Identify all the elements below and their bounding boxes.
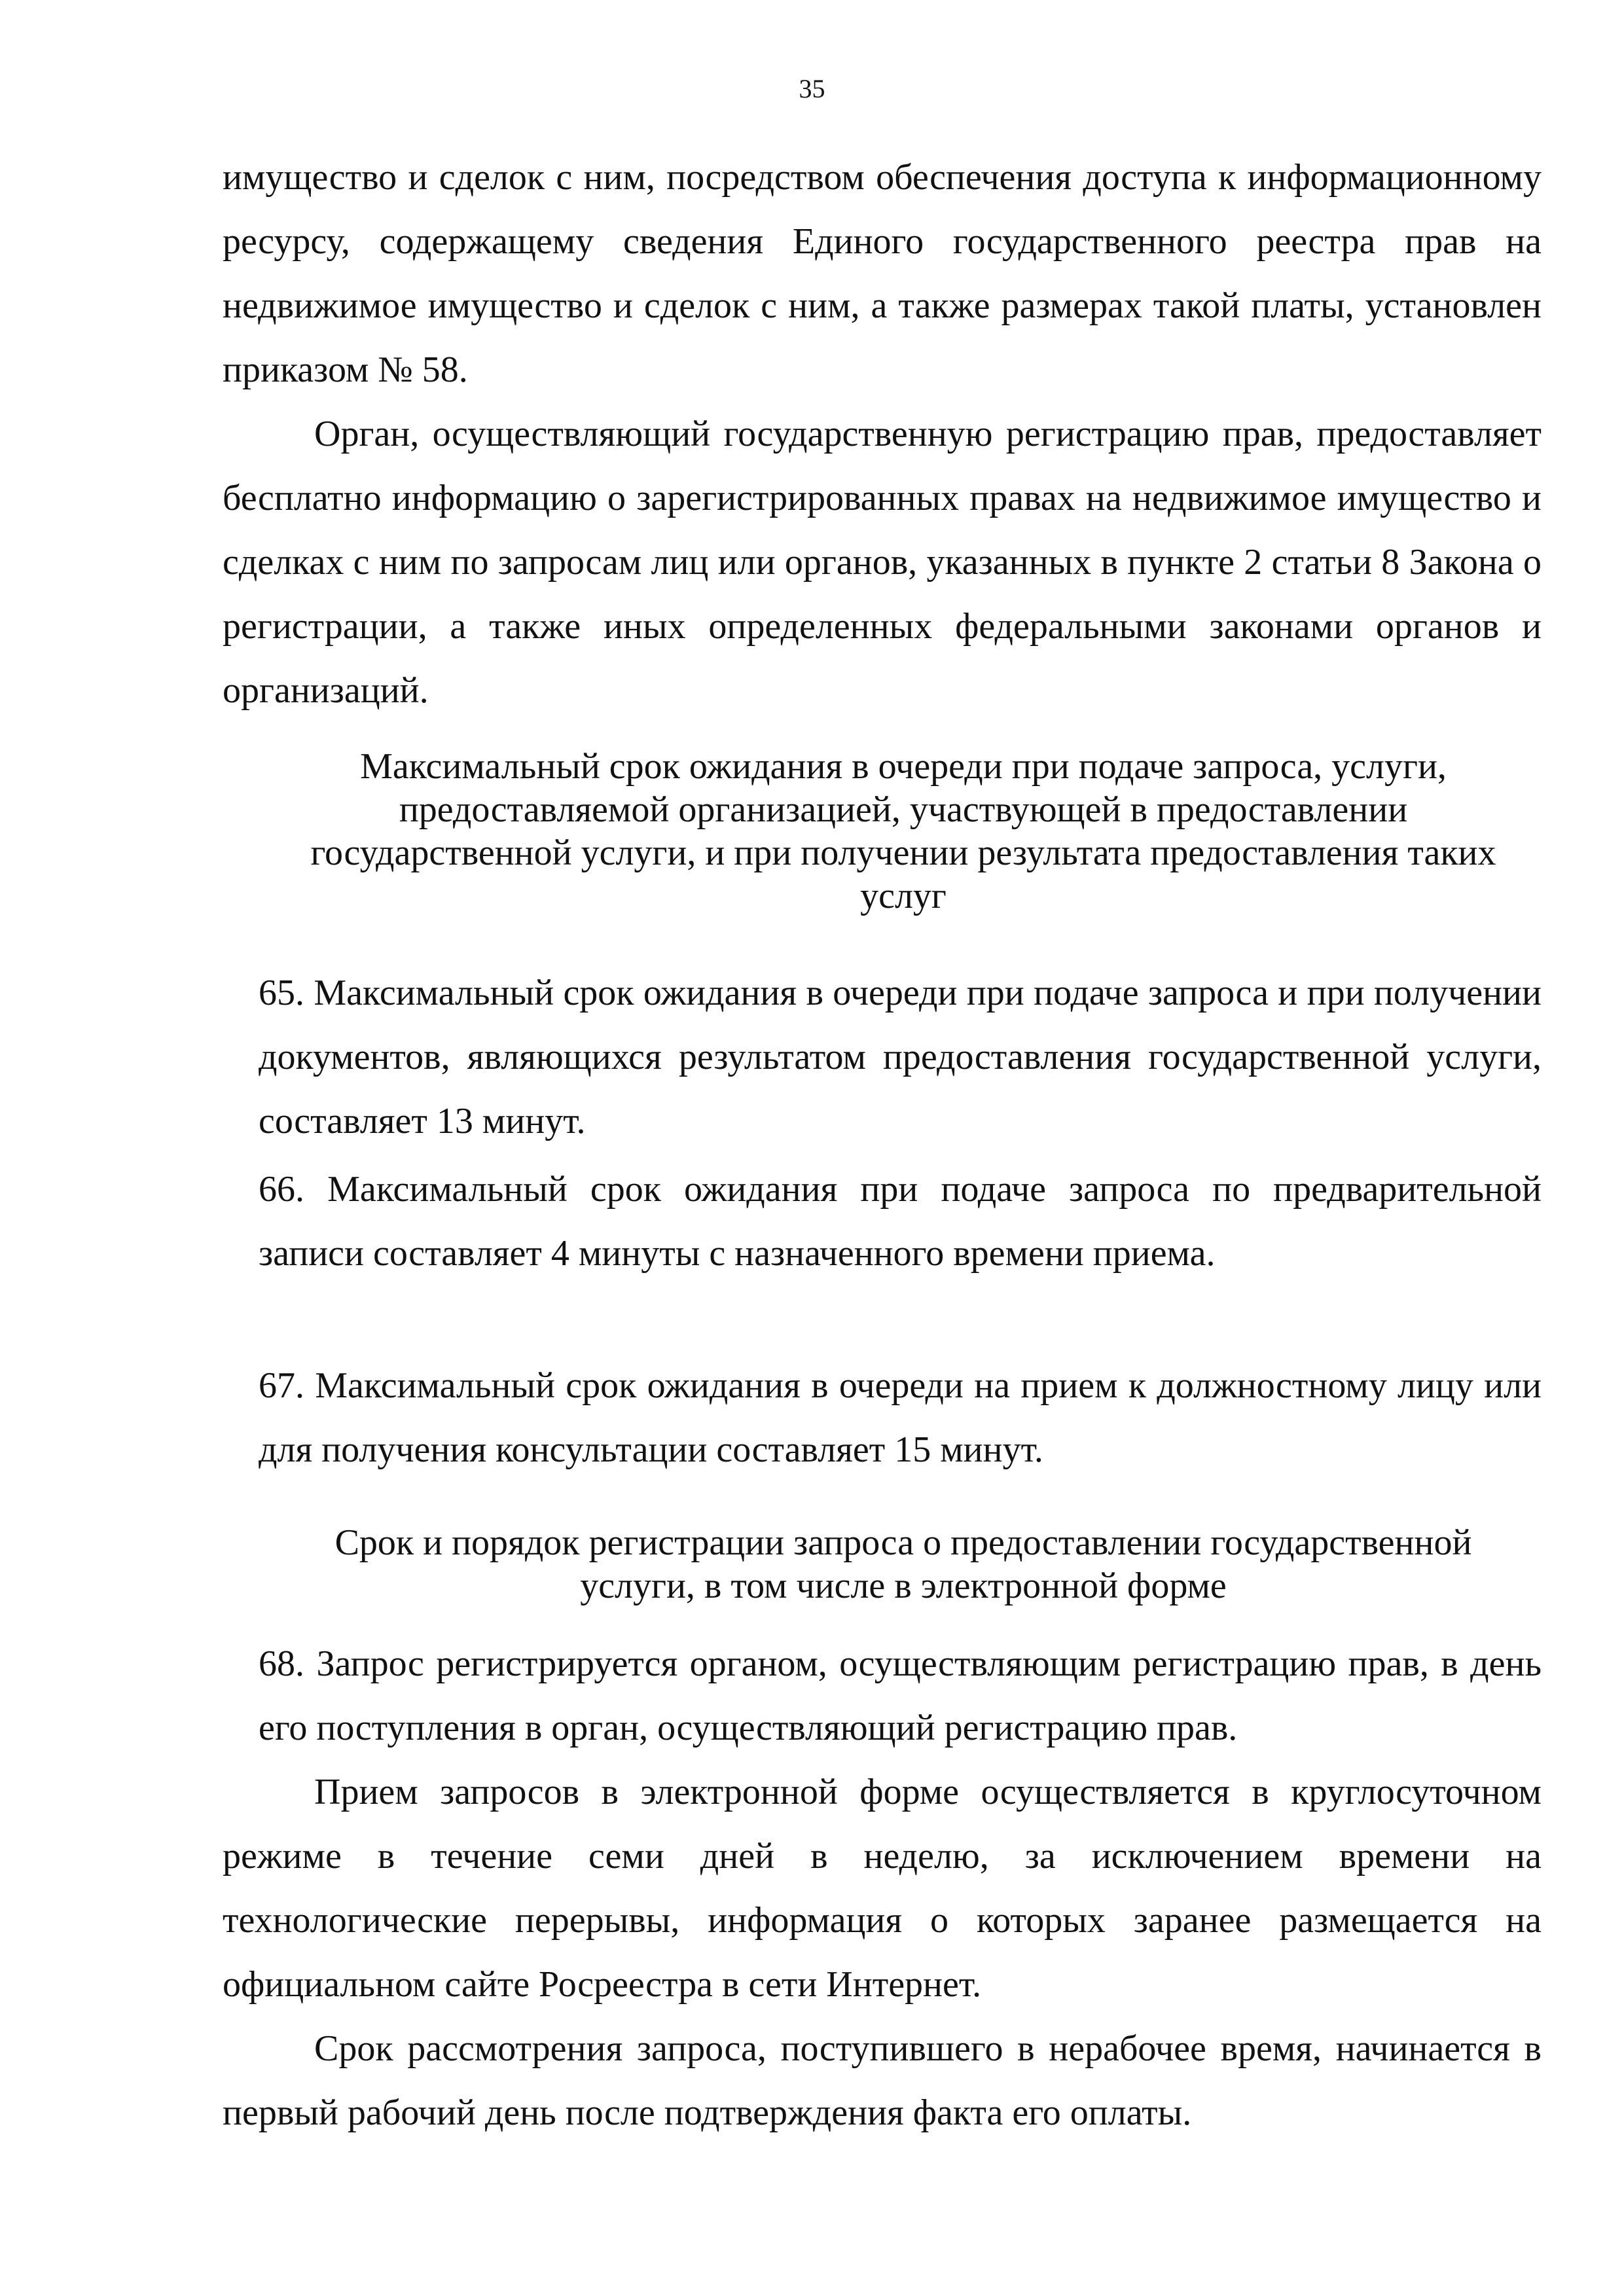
list-item-65: 65. Максимальный срок ожидания в очереди при подаче запроса и при получении документов, являющихся результатом предоставления государственной услуги, составляет 13 минут. <box>259 973 1542 1141</box>
list-item-66: 66. Максимальный срок ожидания при подаче запроса по предварительной записи составляет 4 минуты с назначенного времени приема. <box>259 1169 1542 1274</box>
list-item-67: 67. Максимальный срок ожидания в очереди на прием к должностному лицу или для получения консультации составляет 15 минут. <box>259 1365 1542 1470</box>
paragraph-free-information: Орган, осуществляющий государственную регистрацию прав, предоставляет бесплатно информацию о зарегистрированных правах на недвижимое имущество и сделках с ним по запросам лиц или органов, указанных в пункте 2 статьи 8 Закона о регистрации, а также иных определенных федеральными законами органов и организаций. <box>223 414 1542 711</box>
list-item-68: 68. Запрос регистрируется органом, осуществляющим регистрацию прав, в день его поступления в орган, осуществляющий регистрацию прав. <box>259 1643 1542 1748</box>
section-heading-registration: Срок и порядок регистрации запроса о предоставлении государственной услуги, в том числе в электронной форме <box>334 1522 1472 1606</box>
page-number: 35 <box>799 74 825 103</box>
section-heading-waiting-time: Максимальный срок ожидания в очереди при подаче запроса, услуги, предоставляемой организацией, участвующей в предоставлении государственной услуги, и при получении результата предоставления таких услуг <box>310 746 1496 916</box>
paragraph-electronic-requests: Прием запросов в электронной форме осуществляется в круглосуточном режиме в течение семи дней в неделю, за исключением времени на технологические перерывы, информация о которых заранее размещается на официальном сайте Росреестра в сети Интернет. <box>223 1772 1542 2005</box>
paragraph-review-term: Срок рассмотрения запроса, поступившего в нерабочее время, начинается в первый рабочий день после подтверждения факта его оплаты. <box>223 2028 1542 2133</box>
paragraph-fee-order: имущество и сделок с ним, посредством обеспечения доступа к информационному ресурсу, содержащему сведения Единого государственного реестра прав на недвижимое имущество и сделок с ним, а также размерах такой платы, установлен приказом № 58. <box>223 157 1542 390</box>
